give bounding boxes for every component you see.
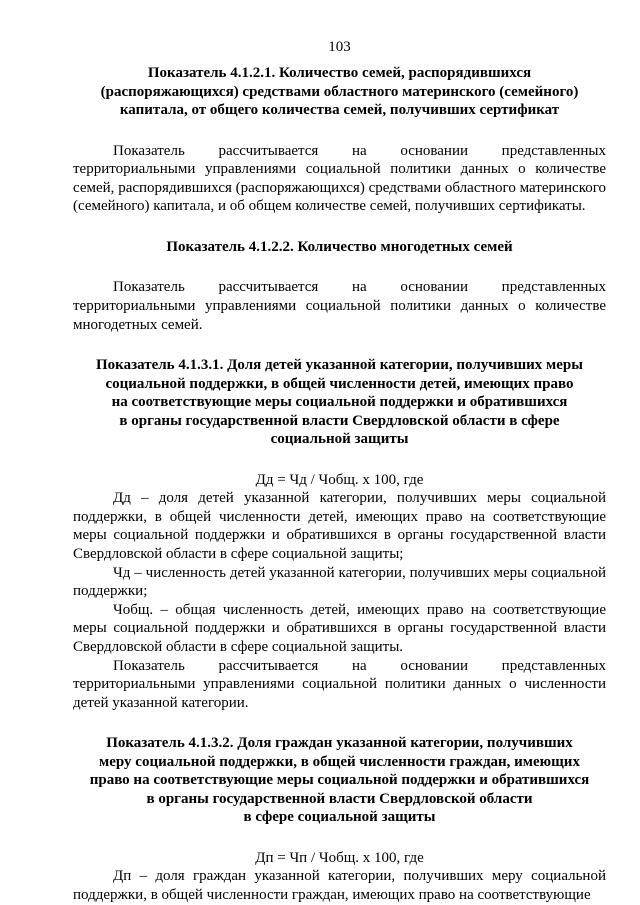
section-heading-line: меру социальной поддержки, в общей численности граждан, имеющих xyxy=(99,753,580,770)
section-4-1-2-1 xyxy=(73,64,606,216)
section-heading-line: в органы государственной власти Свердловской области xyxy=(146,790,533,807)
section-heading-line: капитала, от общего количества семей, получивших сертификат xyxy=(119,102,560,118)
section-4-1-2-2 xyxy=(73,238,606,334)
body-paragraph: Показатель рассчитывается на основании представленных территориальными управлениями социальной политики данных о численности детей указанной категории. xyxy=(73,657,606,711)
body-paragraph: Чд – численность детей указанной категории, получивших меры социальной поддержки; xyxy=(73,564,606,600)
formula: Дд = Чд / Чобщ. х 100, где xyxy=(255,471,424,488)
section-heading-line: в сфере социальной защиты xyxy=(243,809,436,826)
section-4-1-3-1 xyxy=(73,356,606,712)
section-heading-line: социальной защиты xyxy=(270,431,409,448)
section-heading-line: в органы государственной власти Свердловской области в сфере xyxy=(119,412,560,429)
body-paragraph: Дд – доля детей указанной категории, получивших меры социальной поддержки, в общей численности детей, имеющих право на соответствующие меры социальной поддержки и обратившихся в органы государственной власти Свердловской области в сфере социальной защиты; xyxy=(73,490,606,563)
section-4-1-3-2 xyxy=(73,734,606,904)
section-heading-line: на соответствующие меры социальной поддержки и обратившихся xyxy=(111,394,568,411)
section-heading-line: Показатель 4.1.3.1. Доля детей указанной категории, получивших меры xyxy=(96,357,583,374)
section-heading-line: Показатель 4.1.2.2. Количество многодетных семей xyxy=(166,238,513,255)
page-number: 103 xyxy=(328,39,351,55)
body-paragraph: Показатель рассчитывается на основании представленных территориальными управлениями социальной политики данных о количестве многодетных семей. xyxy=(73,279,606,333)
section-heading-line: социальной поддержки, в общей численности детей, имеющих право xyxy=(105,375,574,392)
body-paragraph: Дп – доля граждан указанной категории, получивших меру социальной поддержки, в общей численности граждан, имеющих право на соответствующие xyxy=(73,868,606,904)
body-paragraph: Показатель рассчитывается на основании представленных территориальными управлениями социальной политики данных о количестве семей, распорядившихся (распоряжающихся) средствами областного материнского (семейного) капитала, и об общем количестве семей, получивших сертификаты. xyxy=(73,142,606,215)
body-paragraph: Чобщ. – общая численность детей, имеющих право на соответствующие меры социальной поддержки и обратившихся в органы государственной власти Свердловской области в сфере социальной защиты. xyxy=(73,601,606,655)
section-heading-line: Показатель 4.1.2.1. Количество семей, распорядившихся xyxy=(147,65,532,81)
formula: Дп = Чп / Чобщ. х 100, где xyxy=(255,849,424,866)
section-heading-line: Показатель 4.1.3.2. Доля граждан указанной категории, получивших xyxy=(106,735,573,752)
section-heading-line: (распоряжающихся) средствами областного материнского (семейного) xyxy=(100,83,579,100)
section-heading-line: право на соответствующие меры социальной поддержки и обратившихся xyxy=(89,772,590,789)
